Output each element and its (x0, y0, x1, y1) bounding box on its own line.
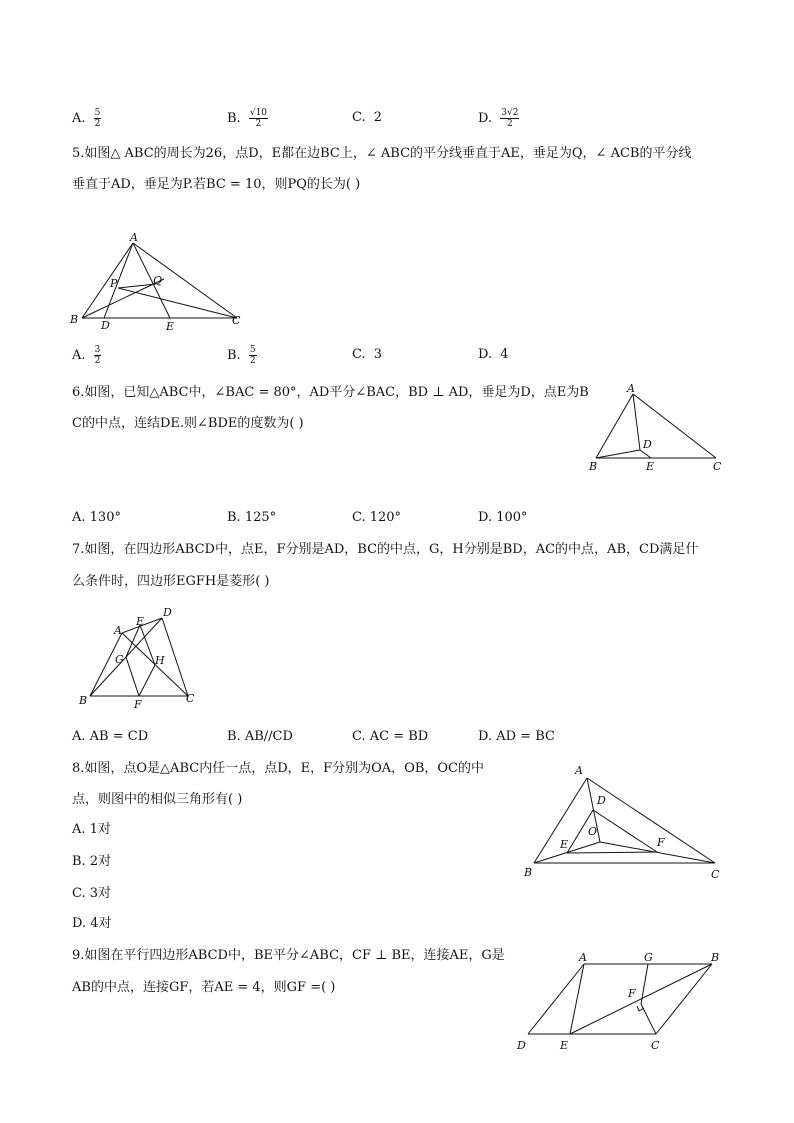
fraction: $\frac{√10}{2}$ (249, 108, 268, 129)
q6-text-line2: C的中点，连结DE.则∠BDE的度数为( ) (72, 416, 304, 431)
q8-label-a: A (575, 764, 583, 777)
q9-label-a: A (579, 951, 587, 964)
q4-option-d[interactable]: D. $\frac{3√2}{2}$ (478, 108, 519, 129)
q8-label-o: O (588, 825, 598, 838)
q6-options (72, 508, 732, 532)
q8-option-b[interactable]: B. 2对 (72, 854, 112, 869)
q7-figure (76, 604, 201, 714)
q5-label-c: C (232, 314, 241, 327)
q5-text-line1: 5.如图△ ABC的周长为26，点D，E都在边BC上，∠ ABC的平分线垂直于AE，垂足为Q，∠ ACB的平分线 (72, 146, 692, 161)
q8-text-line1: 8.如图，点O是△ABC内任一点，点D，E，F分别为OA，OB，OC的中 (72, 761, 484, 776)
q9-label-f: F (628, 987, 636, 1000)
q7-text-line2: 么条件时，四边形EGFH是菱形( ) (72, 574, 270, 589)
q7-label-h: H (155, 654, 165, 667)
q7-text-line1: 7.如图，在四边形ABCD中，点E，F分别是AD，BC的中点，G，H分别是BD，AC的中点，AB，CD满足什 (72, 542, 699, 557)
q6-figure (584, 380, 729, 479)
q6-label-e: E (646, 460, 655, 473)
q7-label-b: B (79, 694, 88, 707)
q7-label-g: G (115, 653, 124, 666)
q6-label-a: A (627, 382, 635, 395)
q8-option-c[interactable]: C. 3对 (72, 886, 112, 901)
q8-label-b: B (524, 866, 533, 879)
q8-label-d: D (597, 794, 606, 807)
q6-option-d[interactable]: D. 100° (478, 510, 528, 525)
q5-figure (66, 232, 251, 336)
q6-label-d: D (643, 438, 652, 451)
q5-text-line2: 垂直于AD，垂足为P.若BC = 10，则PQ的长为( ) (72, 177, 361, 192)
q8-option-d[interactable]: D. 4对 (72, 916, 112, 931)
q7-option-a[interactable]: A. AB = CD (72, 729, 149, 744)
q5-label-p: P (110, 277, 118, 290)
q7-label-c: C (186, 692, 195, 705)
q5-label-d: D (101, 319, 110, 332)
q7-option-c[interactable]: C. AC = BD (352, 729, 429, 744)
q8-label-e: E (560, 838, 569, 851)
q6-option-a[interactable]: A. 130° (72, 510, 121, 525)
q6-label-c: C (713, 460, 722, 473)
q7-label-e: E (136, 615, 145, 628)
q8-figure (520, 760, 730, 889)
q5-options (72, 345, 732, 369)
q6-option-c[interactable]: C. 120° (352, 510, 402, 525)
q4-option-b[interactable]: B. $\frac{√10}{2}$ (227, 108, 268, 129)
q5-label-q: Q (153, 274, 163, 287)
q5-option-b[interactable]: B. $\frac{5}{2}$ (227, 345, 256, 366)
q9-label-e: E (560, 1039, 569, 1052)
q5-option-a[interactable]: A. $\frac{3}{2}$ (72, 345, 101, 366)
q4-option-a[interactable]: A. $\frac{5}{2}$ (72, 108, 101, 129)
q5-label-b: B (70, 313, 79, 326)
q5-label-a: A (130, 231, 138, 244)
q9-text-line2: AB的中点，连接GF，若AE = 4，则GF =( ) (72, 980, 336, 995)
q7-options (72, 727, 732, 751)
q9-label-b: B (711, 951, 720, 964)
fraction: $\frac{5}{2}$ (249, 345, 256, 366)
q9-label-c: C (651, 1039, 660, 1052)
q9-figure (512, 946, 727, 1056)
fraction: $\frac{3√2}{2}$ (501, 108, 519, 129)
q9-label-d: D (517, 1039, 526, 1052)
q7-option-b[interactable]: B. AB//CD (227, 729, 293, 744)
q5-option-d[interactable]: D. 4 (478, 347, 509, 362)
fraction: $\frac{3}{2}$ (94, 345, 101, 366)
q7-label-d: D (163, 606, 172, 619)
q8-text-line2: 点，则图中的相似三角形有( ) (72, 792, 243, 807)
q9-label-g: G (644, 951, 653, 964)
q7-label-f: F (134, 698, 142, 711)
q6-label-b: B (589, 460, 598, 473)
fraction: $\frac{5}{2}$ (94, 108, 101, 129)
q8-label-f: F (657, 836, 665, 849)
q5-option-c[interactable]: C. 3 (352, 347, 383, 362)
q7-label-a: A (114, 624, 122, 637)
q6-text-line1: 6.如图，已知△ABC中，∠BAC = 80°，AD平分∠BAC，BD ⊥ AD，垂足为D，点E为B (72, 385, 589, 400)
q8-option-a[interactable]: A. 1对 (72, 822, 111, 837)
q7-option-d[interactable]: D. AD = BC (478, 729, 555, 744)
q8-label-c: C (711, 868, 720, 881)
q6-option-b[interactable]: B. 125° (227, 510, 277, 525)
q5-label-e: E (166, 320, 175, 333)
q4-option-c[interactable]: C. 2 (352, 110, 383, 125)
q9-text-line1: 9.如图在平行四边形ABCD中，BE平分∠ABC，CF ⊥ BE，连接AE，G是 (72, 948, 505, 963)
q4-options (72, 108, 732, 132)
